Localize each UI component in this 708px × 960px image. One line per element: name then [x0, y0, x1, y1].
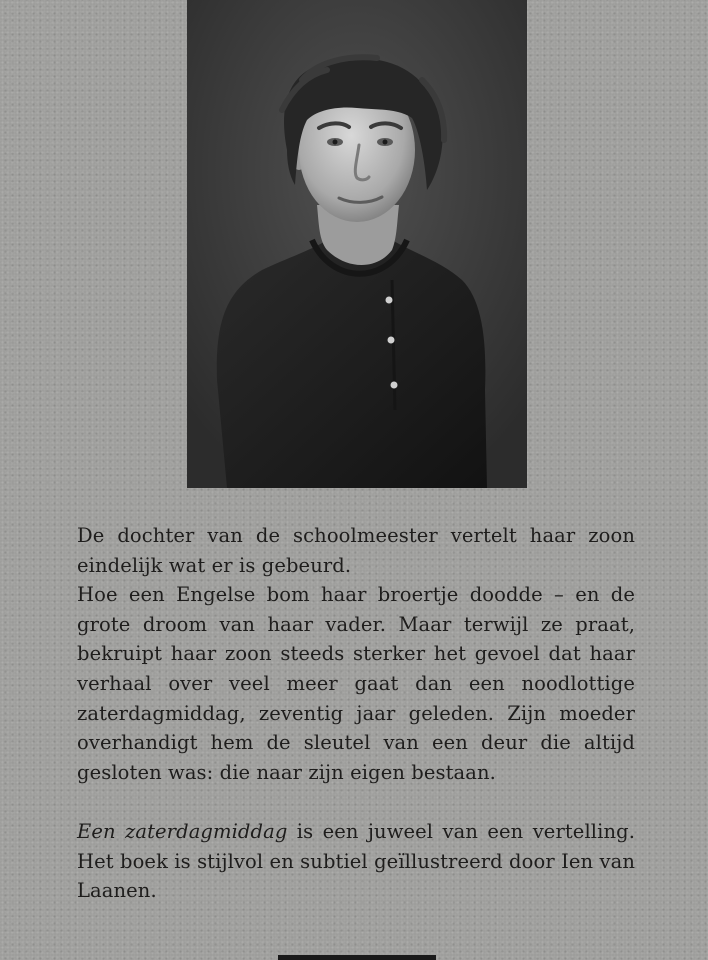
author-photo	[187, 0, 527, 488]
bottom-bar-decoration	[278, 955, 436, 960]
blurb-paragraph-1: De dochter van de schoolmeester vertelt haar zoon eindelijk wat er is gebeurd.	[77, 524, 635, 577]
book-title: Een zaterdagmiddag	[77, 819, 288, 843]
paragraph-spacer	[77, 787, 635, 817]
author-portrait-illustration	[187, 0, 527, 488]
blurb-paragraph-3-text: is een juweel van een vertelling. Het boek is stijlvol en subtiel geïllustreerd door Ien van Laanen.	[77, 819, 635, 903]
blurb-paragraph-2: Hoe een Engelse bom haar broertje doodde – en de grote droom van haar vader. Maar terwijl ze praat, bekruipt haar zoon steeds sterker het gevoel dat haar verhaal over veel meer gaat dan een noodlottige zaterdagmiddag, zeventig jaar geleden. Zijn moeder overhandigt hem de sleutel van een deur die altijd gesloten was: die naar zijn eigen bestaan.	[77, 583, 635, 784]
back-cover-blurb	[77, 521, 635, 906]
blurb-paragraph-3	[77, 817, 635, 906]
